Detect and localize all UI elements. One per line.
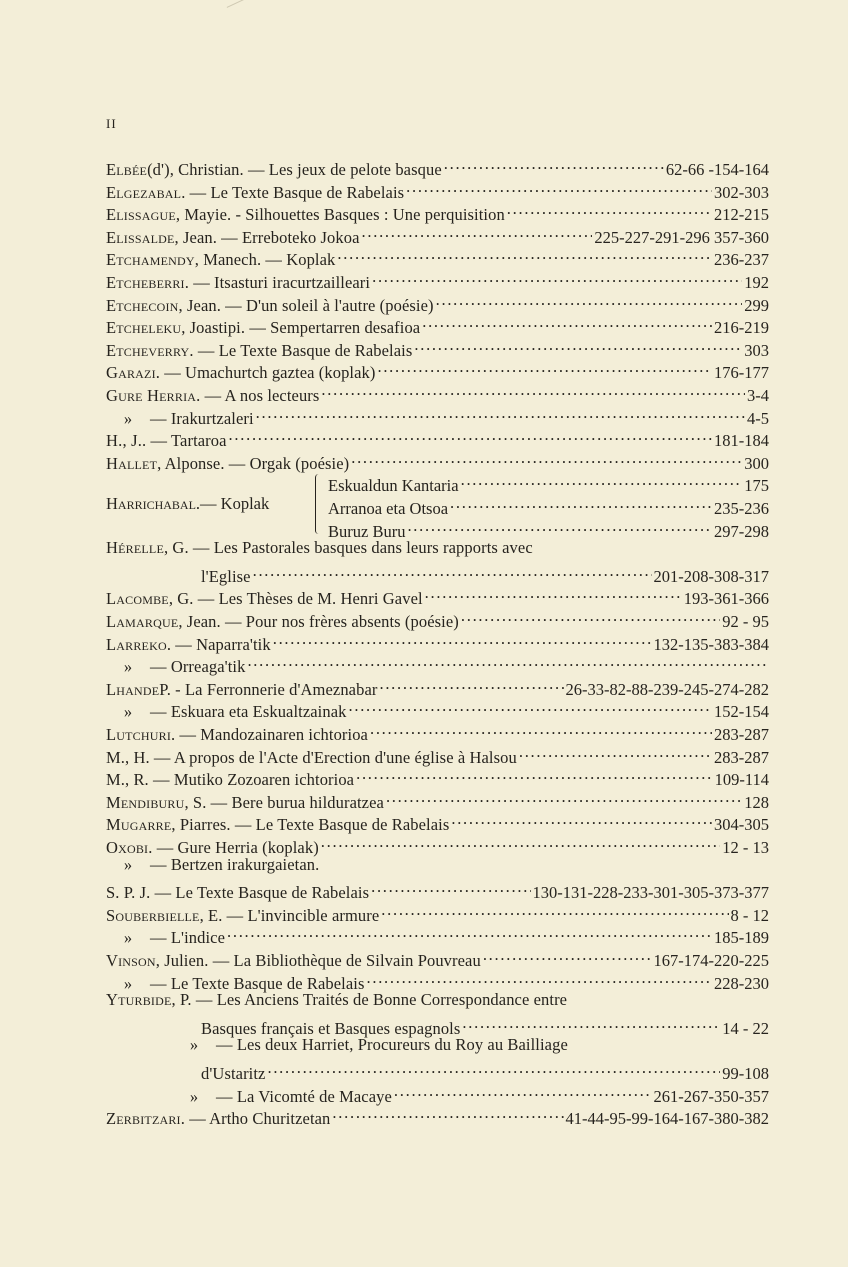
author-name: Souberbielle — [106, 905, 200, 925]
page-refs: 302-303 — [714, 182, 769, 202]
entry-title: . — Umachurtch gaztea (koplak) — [155, 363, 376, 383]
ditto-mark: » — [123, 408, 133, 428]
index-entry — [106, 673, 769, 699]
dot-leader — [321, 831, 720, 853]
dot-leader — [371, 876, 530, 898]
page-refs: 176-177 — [714, 363, 769, 383]
index-entry — [106, 424, 769, 451]
dot-leader — [229, 424, 712, 446]
index-entry — [106, 266, 769, 292]
index-entry — [106, 628, 769, 654]
author-name: Etcheverry — [106, 340, 190, 360]
author-name: Elissalde — [106, 227, 175, 247]
page-refs: 14 - 22 — [722, 1018, 769, 1038]
index-entry — [106, 763, 769, 790]
author-name: Etchecoin — [106, 295, 179, 315]
sub-entry — [328, 515, 769, 541]
dot-leader — [372, 266, 742, 288]
entry-title: . — Gure Herria (koplak) — [148, 838, 319, 857]
index-entry — [106, 447, 769, 473]
entry-title: , Piarres. — Le Texte Basque de Rabelais — [171, 815, 450, 835]
author-name: Larreko — [106, 634, 167, 654]
dot-leader — [436, 289, 743, 311]
entry-title: . — Le Texte Basque de Rabelais — [181, 182, 405, 202]
index-entry — [106, 808, 769, 835]
sub-entry — [328, 492, 769, 518]
author-name: Oxobi — [106, 838, 149, 857]
author-name: Hallet — [106, 453, 158, 473]
index-entry — [106, 1080, 769, 1106]
entry-title: . — Naparra'tik — [166, 634, 271, 654]
page-refs: 4-5 — [747, 408, 769, 428]
page-refs: 235-236 — [714, 498, 769, 518]
page-refs: 236-237 — [714, 250, 769, 270]
page-refs: 201-208-308-317 — [653, 566, 769, 586]
dot-leader — [461, 469, 743, 491]
author-name: Lutchuri — [106, 725, 172, 744]
entry-title: , E. — L'invincible armure — [199, 905, 380, 925]
dot-leader — [337, 243, 712, 265]
index-entry — [106, 289, 769, 315]
index-entry — [106, 605, 769, 631]
author-name: Lhande — [106, 679, 160, 699]
author-name: Mendiburu — [106, 792, 185, 812]
ditto-mark: » — [123, 854, 133, 874]
entry-title: , Jean. — Erreboteko Jokoa — [174, 227, 360, 247]
author-name: Lamarque — [106, 612, 179, 631]
entry-title: , Mayie. - Silhouettes Basques : Une perquisition — [175, 205, 505, 225]
index-entry — [106, 221, 769, 247]
page-refs: 109-114 — [714, 770, 769, 790]
entry-title: Basques français et Basques espagnols — [201, 1018, 461, 1038]
index-entry — [106, 1012, 769, 1038]
page-refs: 62-66 -154-164 — [665, 160, 769, 179]
entry-title: , Jean. — Pour nos frères absents (poésie) — [178, 612, 459, 631]
page-refs: 304-305 — [714, 815, 769, 835]
entry-title: . — Itsasturi iracurtzailleari — [184, 273, 371, 292]
entry-title: P. - La Ferronnerie d'Ameznabar — [159, 679, 378, 699]
index-entry — [106, 176, 769, 202]
author-name: Etchamendy — [106, 250, 195, 270]
dot-leader — [451, 808, 712, 830]
index-entry — [106, 786, 769, 812]
page-refs: 130-131-228-233-301-305-373-377 — [532, 883, 769, 903]
index-entry — [106, 153, 769, 179]
dot-leader — [256, 402, 745, 424]
dot-leader — [367, 967, 713, 989]
dot-leader — [425, 582, 682, 604]
page-refs: 303 — [744, 340, 769, 360]
ditto-mark: » — [123, 702, 133, 722]
entry-title: . — Artho Churitzetan — [180, 1109, 331, 1129]
brace — [315, 474, 322, 534]
index-entry — [106, 650, 769, 677]
dot-leader — [450, 492, 712, 514]
page-refs: 132-135-383-384 — [653, 634, 769, 654]
ditto-mark: » — [123, 657, 133, 677]
entry-title: — Eskuara eta Eskualtzainak — [150, 702, 347, 722]
dot-leader — [461, 605, 720, 627]
index-entry — [106, 198, 769, 225]
entry-title: , G. — Les Pastorales basques dans leurs rapports avec — [163, 538, 533, 558]
page-number: II — [106, 116, 117, 131]
index-entry — [106, 831, 769, 857]
index-entry — [106, 876, 769, 903]
entry-title: — Le Texte Basque de Rabelais — [150, 973, 365, 993]
dot-leader — [379, 673, 563, 695]
page-refs: 41-44-95-99-164-167-380-382 — [565, 1109, 769, 1129]
dot-leader — [253, 560, 652, 582]
index-entry — [106, 402, 769, 428]
dot-leader — [381, 899, 728, 921]
index-entry — [106, 379, 769, 405]
harrichabal-group — [106, 469, 769, 547]
entry-title: — Les deux Harriet, Procureurs du Roy au Bailliage — [216, 1035, 568, 1055]
dot-leader — [462, 1012, 720, 1034]
ditto-mark: » — [189, 1035, 199, 1055]
index-entry — [106, 334, 769, 360]
page-refs: 283-287 — [714, 725, 769, 744]
page-refs: 92 - 95 — [722, 612, 769, 631]
author-name: Zerbitzari — [106, 1109, 181, 1129]
author-name: Elbée — [106, 160, 148, 179]
harrichabal-label — [106, 493, 269, 515]
dot-leader — [349, 695, 713, 717]
dot-leader — [370, 718, 712, 740]
page-refs: 228-230 — [714, 973, 769, 993]
page-refs: 12 - 13 — [722, 838, 769, 857]
author-name: Etcheleku — [106, 318, 182, 338]
dot-leader — [519, 741, 712, 763]
page-refs: 192 — [744, 273, 769, 292]
entry-title: . — Mandozainaren ichtorioa — [171, 725, 368, 744]
entry-title: , Manech. — Koplak — [194, 250, 336, 270]
entry-title: — La Vicomté de Macaye — [216, 1086, 392, 1106]
dot-leader — [362, 221, 593, 243]
index-entry — [106, 967, 769, 993]
page-refs: 261-267-350-357 — [653, 1086, 769, 1106]
dot-leader — [356, 763, 713, 785]
index-entry — [106, 899, 769, 925]
dot-leader — [406, 176, 712, 198]
page-refs: 193-361-366 — [683, 589, 769, 609]
index-entry — [106, 695, 769, 722]
page-refs: 26-33-82-88-239-245-274-282 — [565, 679, 769, 699]
dot-leader — [267, 1057, 720, 1079]
ditto-mark: » — [189, 1086, 199, 1106]
entry-title: , P. — Les Anciens Traités de Bonne Correspondance entre — [171, 990, 568, 1010]
entry-title: — Irakurtzaleri — [150, 408, 254, 428]
page-refs: 300 — [744, 453, 769, 473]
entry-title: , S. — Bere burua hilduratzea — [184, 792, 384, 812]
dot-leader — [351, 447, 742, 469]
entry-title: .— Koplak — [195, 493, 270, 513]
page-refs: 8 - 12 — [730, 905, 769, 925]
index-entry — [106, 582, 769, 609]
entry-title: . — A nos lecteurs — [196, 386, 320, 405]
author-name: Yturbide — [106, 990, 172, 1010]
page-refs: 99-108 — [722, 1064, 769, 1083]
index-entry — [106, 1057, 769, 1083]
entry-title: , Joastipi. — Sempertarren desafioa — [181, 318, 421, 338]
page-refs: 181-184 — [714, 431, 769, 451]
page-refs: 167-174-220-225 — [653, 951, 769, 970]
author-name: Lacombe — [106, 589, 169, 609]
entry-title: Buruz Buru — [328, 521, 406, 541]
page-refs: 175 — [744, 476, 769, 496]
dot-leader — [483, 944, 652, 966]
entry-title: (d'), Christian. — Les jeux de pelote basque — [147, 160, 442, 179]
ditto-mark: » — [123, 973, 133, 993]
index-entry — [106, 1102, 769, 1129]
entry-title: , G. — Les Thèses de M. Henri Gavel — [168, 589, 423, 609]
page-refs: 152-154 — [714, 702, 769, 722]
index-entry — [106, 741, 769, 767]
ditto-mark: » — [123, 928, 133, 948]
index-entry — [106, 989, 769, 1011]
dot-leader — [386, 786, 742, 808]
page-refs: 225-227-291-296 357-360 — [594, 227, 769, 247]
page-refs: 3-4 — [747, 386, 769, 405]
dot-leader — [377, 356, 712, 378]
dot-leader — [227, 921, 712, 943]
author-name: Hérelle — [106, 538, 164, 558]
author-name: Vinson — [106, 951, 156, 970]
author-name: Harrichabal — [106, 493, 196, 513]
page-refs: 299 — [744, 295, 769, 315]
entry-title: . — Le Texte Basque de Rabelais — [189, 340, 413, 360]
entry-title: M., R. — Mutiko Zozoaren ichtorioa — [106, 770, 355, 790]
index-entry — [106, 944, 769, 970]
index-entry — [106, 243, 769, 270]
author-name: Etcheberri — [106, 273, 185, 292]
page-refs: 185-189 — [714, 928, 769, 948]
dot-leader — [507, 198, 712, 220]
index-entry — [106, 311, 769, 338]
entry-title: — Orreaga'tik — [150, 657, 246, 677]
dot-leader — [321, 379, 745, 401]
entry-title: l'Eglise — [201, 566, 251, 586]
author-name: Garazi — [106, 363, 156, 383]
sub-entry — [328, 469, 769, 496]
index-entry — [106, 718, 769, 744]
author-name: Gure Herria — [106, 386, 197, 405]
index-entry — [106, 854, 769, 876]
dot-leader — [444, 153, 664, 175]
dot-leader — [414, 334, 742, 356]
dot-leader — [247, 650, 767, 672]
page-refs: 216-219 — [714, 318, 769, 338]
index-entry — [106, 921, 769, 948]
dot-leader — [332, 1102, 563, 1124]
page-refs: 297-298 — [714, 521, 769, 541]
entry-title: S. P. J. — Le Texte Basque de Rabelais — [106, 883, 370, 903]
entry-title: d'Ustaritz — [201, 1064, 266, 1083]
author-name: Mugarre — [106, 815, 172, 835]
entry-title: Eskualdun Kantaria — [328, 476, 459, 496]
author-name: Elissague — [106, 205, 176, 225]
dot-leader — [407, 515, 712, 537]
entry-title: , Alponse. — Orgak (poésie) — [157, 453, 350, 473]
entry-title: Arranoa eta Otsoa — [328, 498, 449, 518]
dot-leader — [273, 628, 652, 650]
page-refs: 212-215 — [714, 205, 769, 225]
index-entry — [106, 356, 769, 383]
author-name: H., J. — [106, 431, 143, 451]
dot-leader — [394, 1080, 652, 1102]
index-entry — [106, 560, 769, 586]
dot-leader — [422, 311, 712, 333]
index-entry — [106, 537, 769, 559]
page-refs: 283-287 — [714, 747, 769, 767]
author-name: Elgezabal — [106, 182, 182, 202]
entry-title: — Bertzen irakurgaietan. — [150, 854, 320, 874]
entry-title: , Jean. — D'un soleil à l'autre (poésie) — [178, 295, 434, 315]
index-entry — [106, 1034, 769, 1056]
entry-title: . — Tartaroa — [142, 431, 227, 451]
entry-title: — L'indice — [150, 928, 225, 948]
page-refs: 128 — [744, 792, 769, 812]
entry-title: M., H. — A propos de l'Acte d'Erection d'une église à Halsou — [106, 747, 517, 767]
entry-title: , Julien. — La Bibliothèque de Silvain Pouvreau — [155, 951, 481, 970]
